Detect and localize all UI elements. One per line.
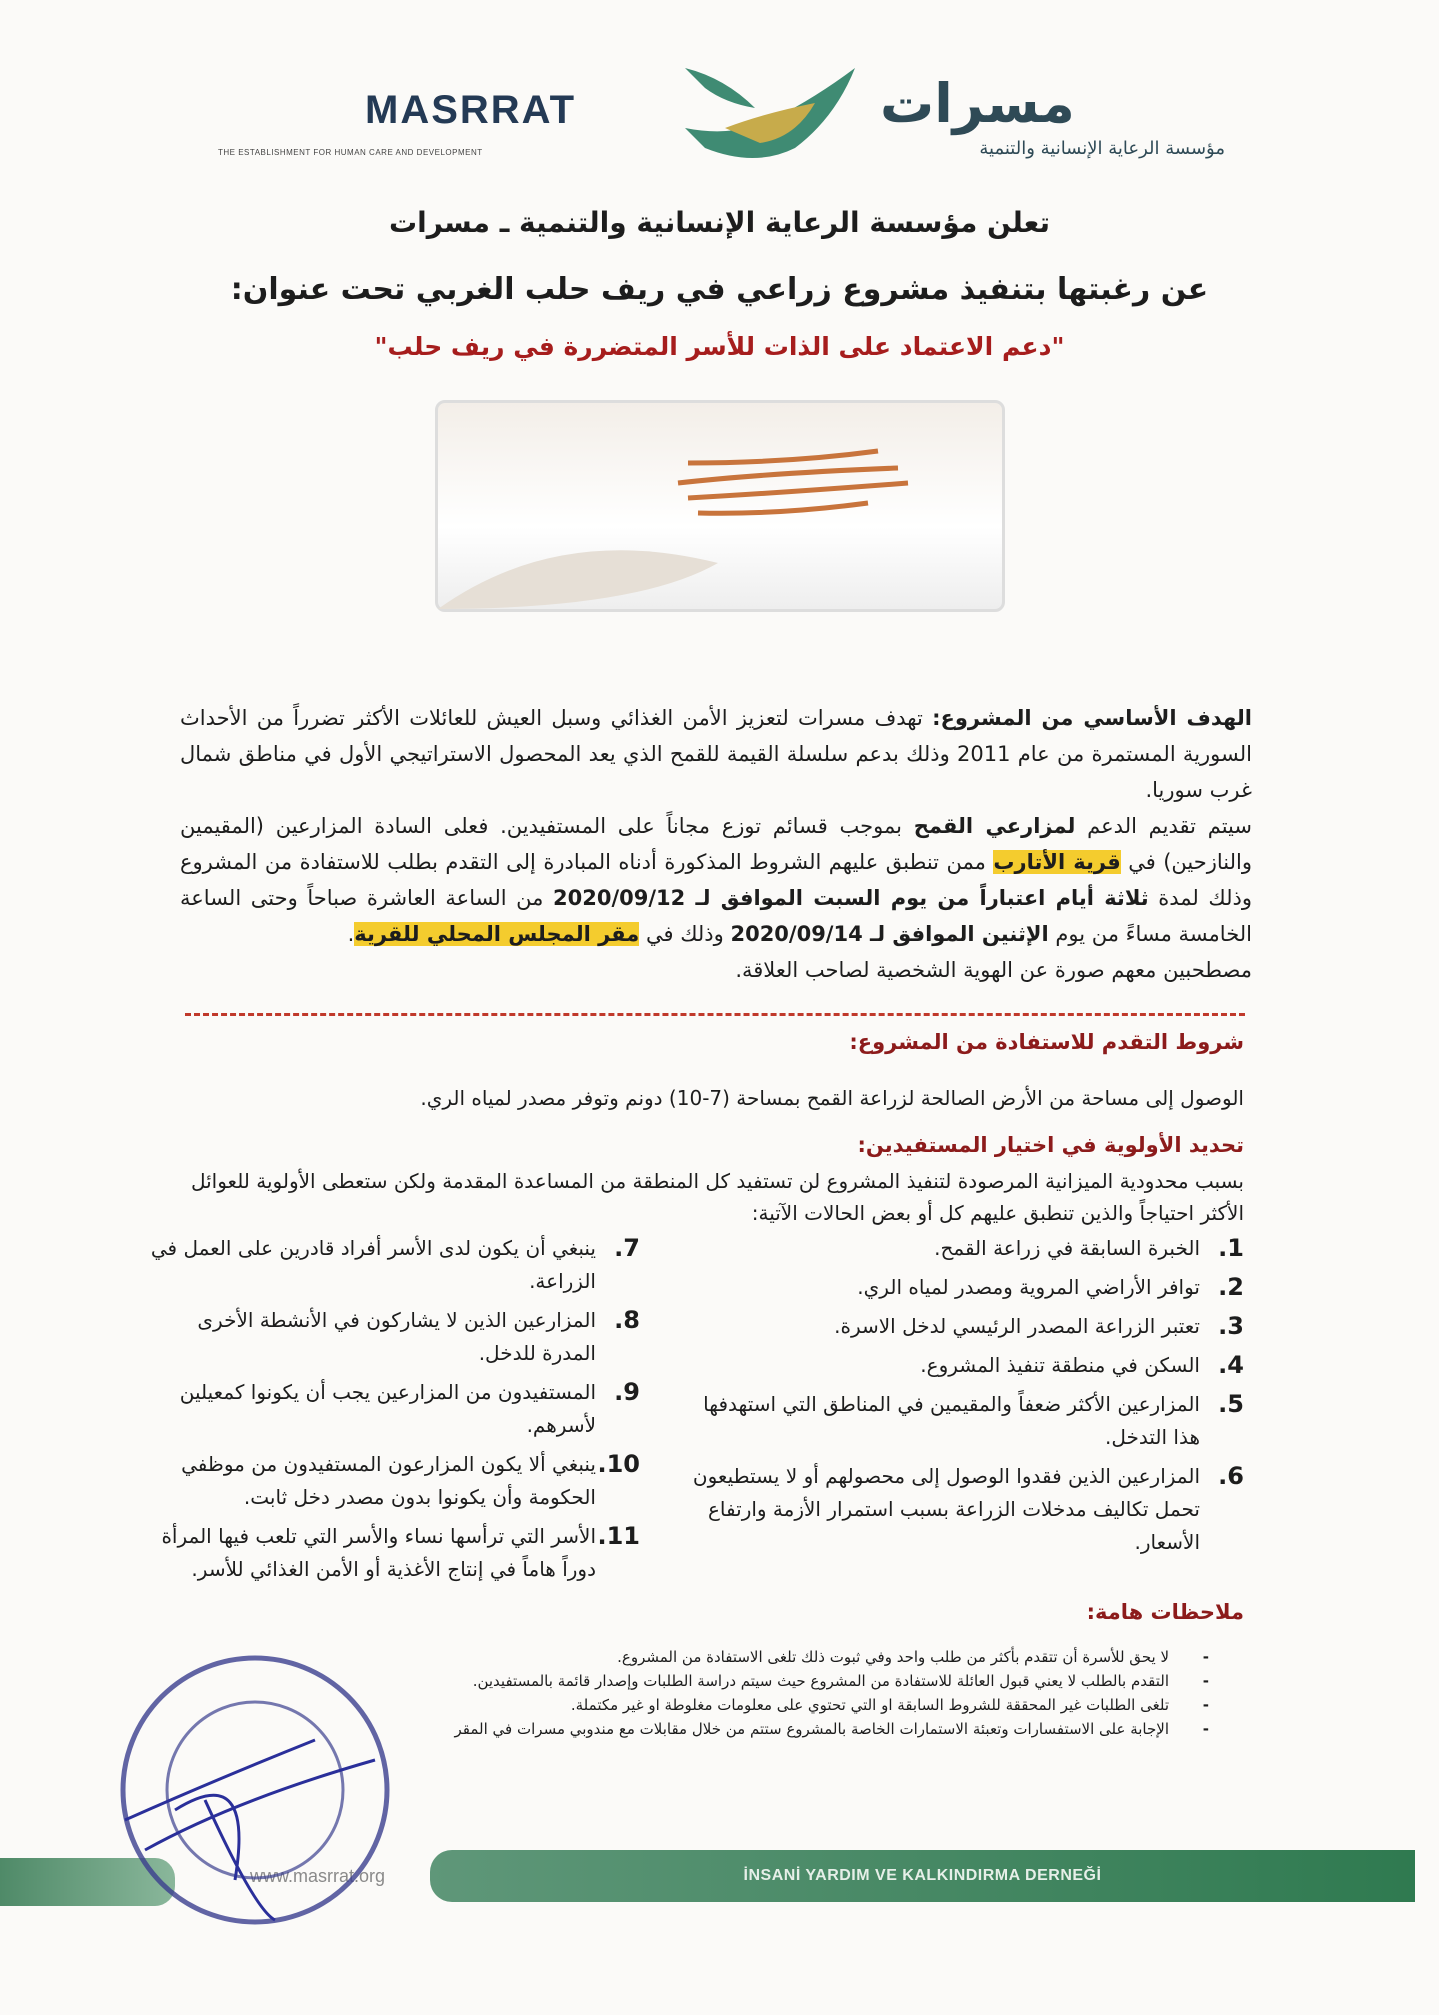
item-number: 3. (1218, 1312, 1244, 1340)
item-text: الخبرة السابقة في زراعة القمح. (934, 1236, 1200, 1260)
note-item: - لا يحق للأسرة أن تتقدم بأكثر من طلب واحد وفي ثبوت ذلك تلغى الاستفادة من المشروع. (209, 1645, 1209, 1669)
priority-item (140, 1520, 640, 1586)
priority-item (684, 1460, 1244, 1559)
item-text: توافر الأراضي المروية ومصدر لمياه الري. (857, 1275, 1200, 1299)
priority-list-left (140, 1232, 640, 1592)
wheat-photo (435, 400, 1005, 612)
item-number: 4. (1218, 1351, 1244, 1379)
item-number: 11. (597, 1522, 640, 1550)
footer-bar-text: İNSANİ YARDIM VE KALKINDIRMA DERNEĞİ (743, 1867, 1102, 1884)
support-text: . (347, 922, 355, 946)
conditions-heading: شروط التقدم للاستفادة من المشروع: (849, 1030, 1244, 1054)
announcement-line-2: عن رغبتها بتنفيذ مشروع زراعي في ريف حلب الغربي تحت عنوان: (230, 272, 1209, 307)
item-text: تعتبر الزراعة المصدر الرئيسي لدخل الاسرة. (834, 1314, 1200, 1338)
priority-item (140, 1376, 640, 1442)
end-date: الإثنين الموافق لـ 2020/09/14 (730, 922, 1049, 946)
start-date: ثلاثة أيام اعتباراً من يوم السبت الموافق لـ 2020/09/12 (553, 886, 1149, 910)
item-number: 8. (614, 1306, 640, 1334)
notes-heading: ملاحظات هامة: (1086, 1600, 1244, 1624)
item-text: المزارعين الذين فقدوا الوصول إلى محصولهم أو لا يستطيعون تحمل تكاليف مدخلات الزراعة بسبب استمرار الأزمة وارتفاع الأسعار. (692, 1464, 1200, 1554)
priority-item (684, 1232, 1244, 1265)
bird-logo-icon (665, 58, 865, 168)
support-text: من الساعة العاشرة صباحاً وحتى الساعة الخامسة مساءً من يوم (180, 886, 1252, 946)
item-number: 6. (1218, 1462, 1244, 1490)
note-item: - الإجابة على الاستفسارات وتعبئة الاستمارات الخاصة بالمشروع ستتم من خلال مقابلات مع مندوبي مسرات في المقر (209, 1717, 1209, 1741)
item-text: ينبغي أن يكون لدى الأسر أفراد قادرين على العمل في الزراعة. (150, 1236, 596, 1293)
goal-paragraph (180, 700, 1252, 988)
priority-item (684, 1271, 1244, 1304)
priority-item (140, 1232, 640, 1298)
conditions-text: الوصول إلى مساحة من الأرض الصالحة لزراعة القمح بمساحة (7-10) دونم وتوفر مصدر لمياه الري. (420, 1086, 1244, 1110)
item-text: السكن في منطقة تنفيذ المشروع. (920, 1353, 1200, 1377)
location-highlight: مقر المجلس المحلي للقرية (354, 922, 640, 946)
item-number: 10. (597, 1450, 640, 1478)
priority-item (684, 1349, 1244, 1382)
village-highlight: قرية الأتارب (993, 850, 1121, 874)
logo-ar-subtitle: مؤسسة الرعاية الإنسانية والتنمية (979, 138, 1225, 159)
priority-intro: بسبب محدودية الميزانية المرصودة لتنفيذ المشروع لن تستفيد كل المنطقة من المساعدة المقدمة ولكن ستعطى الأولوية للعوائل الأكثر احتياجاً والذين تنطبق عليهم كل أو بعض الحالات الآتية: (190, 1169, 1244, 1225)
goal-text: تهدف مسرات لتعزيز الأمن الغذائي وسبل العيش للعائلات الأكثر تضرراً من الأحداث السورية المستمرة من عام 2011 وذلك بدعم سلسلة القيمة للقمح الذي يعد المحصول الاستراتيجي الأول في مناطق شمال غرب سوريا. (180, 706, 1252, 802)
priority-item (140, 1304, 640, 1370)
wheat-icon (438, 403, 1002, 609)
priority-item (684, 1388, 1244, 1454)
footer-bar (430, 1850, 1415, 1902)
priority-item (684, 1310, 1244, 1343)
announcement-line-1: تعلن مؤسسة الرعاية الإنسانية والتنمية ـ مسرات (389, 206, 1050, 239)
support-text: بموجب قسائم توزع مجاناً على المستفيدين. فعلى السادة المزارعين (المقيمين والنازحين) في (180, 814, 1252, 874)
item-number: 9. (614, 1378, 640, 1406)
project-name: "دعم الاعتماد على الذات للأسر المتضررة في ريف حلب" (374, 332, 1065, 361)
website-url: www.masrrat.org (250, 1866, 386, 1886)
item-text: المزارعين الذين لا يشاركون في الأنشطة الأخرى المدرة للدخل. (197, 1308, 596, 1365)
support-text: وذلك في (639, 922, 731, 946)
official-stamp (115, 1650, 395, 1930)
item-number: 5. (1218, 1390, 1244, 1418)
note-item: - التقدم بالطلب لا يعني قبول العائلة للاستفادة من المشروع حيث سيتم دراسة الطلبات وإصدار قائمة بالمستفيدين. (209, 1669, 1209, 1693)
divider (185, 1013, 1245, 1016)
item-number: 7. (614, 1234, 640, 1262)
wheat-farmers: لمزارعي القمح (913, 814, 1076, 838)
logo-en: MASRRAT (365, 88, 577, 132)
support-text: سيتم تقديم الدعم (1075, 814, 1252, 838)
logo-ar: مسرات (880, 72, 1075, 135)
item-text: المزارعين الأكثر ضعفاً والمقيمين في المناطق التي استهدفها هذا التدخل. (703, 1392, 1200, 1449)
id-note: مصطحبين معهم صورة عن الهوية الشخصية لصاحب العلاقة. (735, 958, 1252, 982)
item-number: 1. (1218, 1234, 1244, 1262)
goal-label: الهدف الأساسي من المشروع: (932, 706, 1252, 730)
priority-list-right (684, 1232, 1244, 1565)
note-item: - تلغى الطلبات غير المحققة للشروط السابقة او التي تحتوي على معلومات مغلوطة او غير مكتملة. (209, 1693, 1209, 1717)
logo-en-subtitle: THE ESTABLISHMENT FOR HUMAN CARE AND DEVELOPMENT (218, 148, 483, 157)
item-text: المستفيدون من المزارعين يجب أن يكونوا كمعيلين لأسرهم. (179, 1380, 596, 1437)
item-number: 2. (1218, 1273, 1244, 1301)
item-text: الأسر التي ترأسها نساء والأسر التي تلعب فيها المرأة دوراً هاماً في إنتاج الأغذية أو الأمن الغذائي للأسر. (161, 1524, 596, 1581)
item-text: ينبغي ألا يكون المزارعون المستفيدون من موظفي الحكومة وأن يكونوا بدون مصدر دخل ثابت. (181, 1452, 596, 1509)
priority-item (140, 1448, 640, 1514)
priority-heading: تحديد الأولوية في اختيار المستفيدين: (857, 1133, 1244, 1157)
support-text: ممن تنطبق عليهم الشروط المذكورة أدناه المبادرة إلى التقدم بطلب للاستفادة من المشروع وذلك لمدة (180, 850, 1253, 910)
